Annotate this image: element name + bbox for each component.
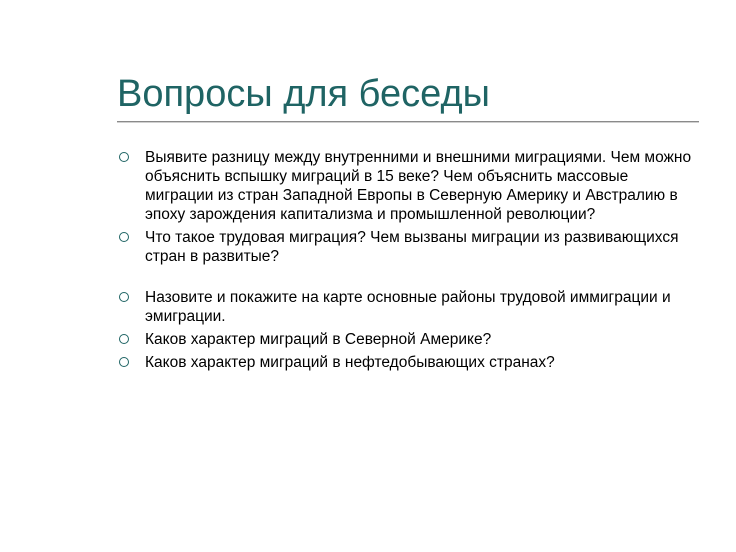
bullet-item <box>117 288 692 326</box>
bullet-text: Выявите разницу между внутренними и внешними миграциями. Чем можно объяснить вспышку миграций в 15 веке? Чем объяснить массовые миграции из стран Западной Европы в Северную Америку и Австралию в эпоху зарождения капитализма и промышленной революции? <box>145 149 692 223</box>
bullet-circle-icon <box>119 292 129 302</box>
bullet-list <box>117 148 692 376</box>
bullet-item <box>117 148 692 224</box>
title-divider <box>117 121 699 123</box>
bullet-circle-icon <box>119 152 129 162</box>
bullet-circle-icon <box>119 232 129 242</box>
bullet-item <box>117 330 692 349</box>
bullet-text: Каков характер миграций в Северной Америке? <box>145 331 492 348</box>
bullet-item <box>117 228 692 266</box>
slide-title: Вопросы для беседы <box>117 73 490 115</box>
bullet-text: Что такое трудовая миграция? Чем вызваны миграции из развивающихся стран в развитые? <box>145 229 679 265</box>
bullet-item <box>117 353 692 372</box>
bullet-circle-icon <box>119 357 129 367</box>
bullet-text: Назовите и покажите на карте основные районы трудовой иммиграции и эмиграции. <box>145 289 671 325</box>
bullet-text: Каков характер миграций в нефтедобывающих странах? <box>145 354 555 371</box>
bullet-circle-icon <box>119 334 129 344</box>
